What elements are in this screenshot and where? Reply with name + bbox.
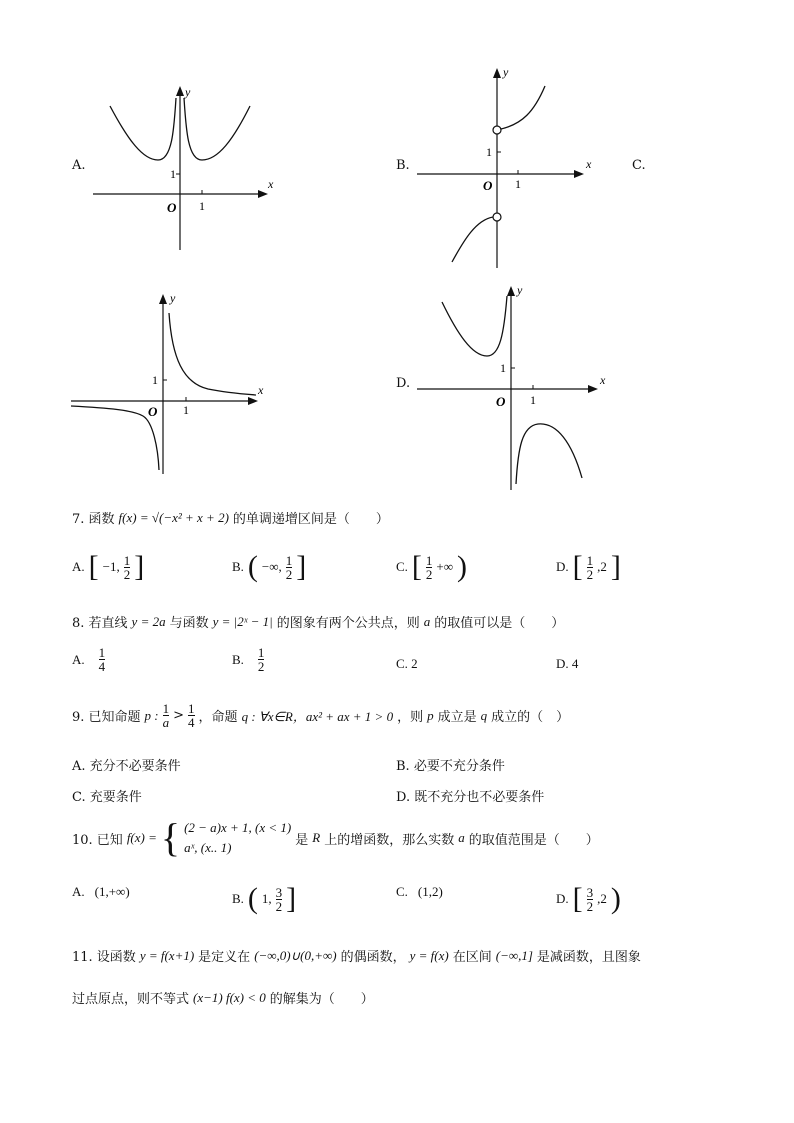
q9-end: 成立的（ ） bbox=[491, 710, 570, 725]
q8-end: 的取值可以是（ ） bbox=[434, 616, 565, 631]
option-label: A. bbox=[72, 651, 85, 667]
q7-func: f(x) = √(−x² + x + 2) bbox=[118, 509, 229, 525]
q8-option-d[interactable]: D. 4 bbox=[556, 656, 579, 671]
q9-gt: > bbox=[173, 708, 185, 723]
curve-upper bbox=[501, 86, 545, 129]
option-label: B. bbox=[232, 559, 244, 574]
graph-c bbox=[68, 288, 278, 478]
x-label: x bbox=[586, 157, 592, 171]
q11-line1-pre: 11. 设函数 bbox=[72, 950, 136, 965]
option-label: D. bbox=[556, 559, 569, 574]
q11-l1c: 在区间 bbox=[452, 950, 492, 965]
option-c-label: C. bbox=[632, 158, 646, 173]
q10-fx: f(x) = bbox=[126, 830, 157, 845]
option-left: −1, bbox=[102, 559, 120, 574]
fraction: $\frac{1}{2}$ bbox=[586, 552, 594, 582]
question-11-line-1 bbox=[72, 946, 641, 965]
fraction: $\frac{3}{2}$ bbox=[275, 884, 283, 914]
curve-right bbox=[516, 424, 582, 484]
option-right: ,2 bbox=[597, 891, 607, 906]
q9-option-a[interactable]: A. 充分不必要条件 bbox=[72, 759, 181, 774]
q11-l1a: 是定义在 bbox=[198, 950, 251, 965]
q8-var: a bbox=[423, 613, 431, 629]
q9-stem-pre: 9. 已知命题 bbox=[72, 710, 141, 725]
option-right: ,2 bbox=[597, 559, 607, 574]
q7-stem-post: 的单调递增区间是（ ） bbox=[232, 512, 389, 527]
q8-option-a[interactable] bbox=[72, 646, 105, 673]
q10-end: 的取值范围是（ ） bbox=[468, 832, 599, 848]
q9-p: p : bbox=[144, 707, 159, 723]
option-left: 1, bbox=[261, 891, 272, 906]
q11-ineq: (x−1) f(x) < 0 bbox=[193, 989, 266, 1005]
q10-case-1: (2 − a)x + 1, (x < 1) bbox=[184, 820, 292, 835]
option-label: A. bbox=[72, 559, 85, 574]
one-x-label: 1 bbox=[183, 403, 189, 417]
q7-option-c[interactable]: C. [ $\frac{1}{2}$ +∞ ) bbox=[396, 550, 468, 583]
q10-stem-post: 是 bbox=[295, 832, 309, 848]
q8-option-b[interactable] bbox=[232, 646, 264, 673]
question-10: 10. 已知 f(x) = { (2 − a)x + 1, (x < 1) aˣ, (x.. 1) 是 R 上的增函数，那么实数 a 的取值范围是（ ） bbox=[72, 815, 599, 860]
q7-option-a[interactable]: A. [ −1, $\frac{1}{2}$ ] bbox=[72, 550, 145, 583]
curve-left bbox=[71, 406, 159, 470]
q9-option-b[interactable]: B. 必要不充分条件 bbox=[396, 759, 505, 774]
x-axis-arrow bbox=[258, 190, 268, 198]
y-axis-arrow bbox=[493, 68, 501, 78]
y-label: y bbox=[517, 283, 523, 297]
y-label: y bbox=[170, 291, 176, 305]
origin-label: O bbox=[148, 404, 158, 419]
option-text: (1,2) bbox=[417, 884, 443, 899]
q9-mid: ，命题 bbox=[198, 710, 238, 725]
q10-option-d[interactable]: D. [ $\frac{3}{2}$ ,2 ) bbox=[556, 882, 621, 915]
q9-end-mid: 成立是 bbox=[437, 710, 477, 725]
q8-mid: 与函数 bbox=[169, 616, 209, 631]
q10-case-2: aˣ, (x.. 1) bbox=[184, 840, 232, 855]
one-x-label: 1 bbox=[515, 177, 521, 191]
one-y-label: 1 bbox=[152, 373, 158, 387]
fraction: $\frac{1}{2}$ bbox=[285, 552, 293, 582]
q10-a: a bbox=[458, 830, 465, 845]
option-label: D. bbox=[556, 891, 569, 906]
graph-d bbox=[412, 278, 616, 494]
q11-l1d: 是减函数，且图象 bbox=[536, 950, 641, 965]
q11-interval: (−∞,1] bbox=[495, 947, 533, 963]
origin-label: O bbox=[496, 394, 506, 409]
fraction: $\frac{3}{2}$ bbox=[586, 884, 594, 914]
one-y-label: 1 bbox=[486, 145, 492, 159]
q11-f2: y = f(x) bbox=[409, 947, 449, 963]
option-text: (1,+∞) bbox=[94, 884, 130, 899]
q8-stem-post: 的图象有两个公共点，则 bbox=[276, 616, 420, 631]
q10-stem-pre: 10. 已知 bbox=[72, 832, 123, 848]
origin-label: O bbox=[167, 200, 177, 215]
option-right: +∞ bbox=[436, 559, 454, 574]
q7-option-d[interactable]: D. [ $\frac{1}{2}$ ,2 ] bbox=[556, 550, 621, 583]
graph-b bbox=[412, 60, 612, 272]
fraction: $\frac{1}{4}$ bbox=[98, 645, 106, 674]
y-axis-arrow bbox=[507, 286, 515, 296]
fraction: $\frac{1}{2}$ bbox=[123, 552, 131, 582]
question-11-line-2 bbox=[72, 988, 374, 1007]
question-8 bbox=[72, 612, 564, 631]
q10-R: R bbox=[312, 830, 321, 845]
q10-mid: 上的增函数，那么实数 bbox=[324, 832, 455, 848]
curve-left bbox=[110, 98, 176, 160]
q9-q: q : ∀x∈R，ax² + ax + 1 > 0 bbox=[241, 709, 394, 724]
option-a-label: A. bbox=[72, 158, 86, 173]
curve-right bbox=[184, 98, 250, 160]
x-axis-arrow bbox=[588, 385, 598, 393]
q9-end-pre: ，则 bbox=[397, 710, 424, 725]
origin-label: O bbox=[483, 178, 493, 193]
option-label: B. bbox=[232, 891, 244, 906]
y-label: y bbox=[185, 85, 191, 99]
fraction: $\frac{1}{a}$ bbox=[162, 701, 170, 730]
open-point-upper bbox=[493, 126, 501, 134]
curve-lower bbox=[452, 217, 493, 262]
y-axis-arrow bbox=[159, 294, 167, 304]
curve-right bbox=[169, 313, 256, 395]
option-label: C. bbox=[396, 559, 408, 574]
option-b-label: B. bbox=[396, 158, 410, 173]
q10-option-a[interactable] bbox=[72, 884, 130, 900]
q9-end-p: p bbox=[427, 707, 434, 723]
y-label: y bbox=[503, 65, 509, 79]
q11-l1b: 的偶函数， bbox=[340, 950, 406, 965]
x-axis-arrow bbox=[248, 397, 258, 405]
question-7 bbox=[72, 508, 389, 527]
q9-option-c[interactable]: C. 充要条件 bbox=[72, 790, 142, 805]
graph-a bbox=[88, 80, 284, 252]
q8-stem-pre: 8. 若直线 bbox=[72, 616, 128, 631]
x-label: x bbox=[268, 177, 274, 191]
option-label: C. bbox=[396, 884, 408, 899]
q11-line2-pre: 过点原点，则不等式 bbox=[72, 992, 190, 1007]
q8-line: y = 2a bbox=[131, 613, 166, 629]
fraction: $\frac{1}{4}$ bbox=[188, 701, 195, 730]
fraction: $\frac{1}{2}$ bbox=[425, 552, 433, 582]
x-axis-arrow bbox=[574, 170, 584, 178]
option-left: −∞, bbox=[261, 559, 282, 574]
q7-stem-pre: 7. 函数 bbox=[72, 512, 115, 527]
open-point-lower bbox=[493, 213, 501, 221]
q9-option-d[interactable]: D. 既不充分也不必要条件 bbox=[396, 790, 545, 805]
fraction: $\frac{1}{2}$ bbox=[257, 645, 265, 674]
q11-line2-post: 的解集为（ ） bbox=[269, 992, 374, 1007]
q7-option-b[interactable]: B. ( −∞, $\frac{1}{2}$ ] bbox=[232, 550, 307, 583]
one-y-label: 1 bbox=[500, 361, 506, 375]
option-label: A. bbox=[72, 884, 85, 899]
y-axis-arrow bbox=[176, 86, 184, 96]
curve-left bbox=[442, 296, 507, 356]
q11-domain: (−∞,0)∪(0,+∞) bbox=[254, 947, 337, 963]
x-label: x bbox=[600, 373, 606, 387]
q11-f1: y = f(x+1) bbox=[139, 947, 195, 963]
option-d-label: D. bbox=[396, 376, 411, 391]
one-x-label: 1 bbox=[530, 393, 536, 407]
one-y-label: 1 bbox=[170, 167, 176, 181]
question-9 bbox=[72, 702, 569, 729]
one-x-label: 1 bbox=[199, 199, 205, 213]
q8-func: y = |2ˣ − 1| bbox=[212, 613, 273, 629]
q10-option-c[interactable] bbox=[396, 884, 443, 900]
q9-end-q: q bbox=[480, 707, 488, 723]
option-label: B. bbox=[232, 651, 244, 667]
q8-option-c[interactable]: C. 2 bbox=[396, 656, 418, 671]
x-label: x bbox=[258, 383, 264, 397]
q10-option-b[interactable]: B. ( 1, $\frac{3}{2}$ ] bbox=[232, 882, 297, 915]
